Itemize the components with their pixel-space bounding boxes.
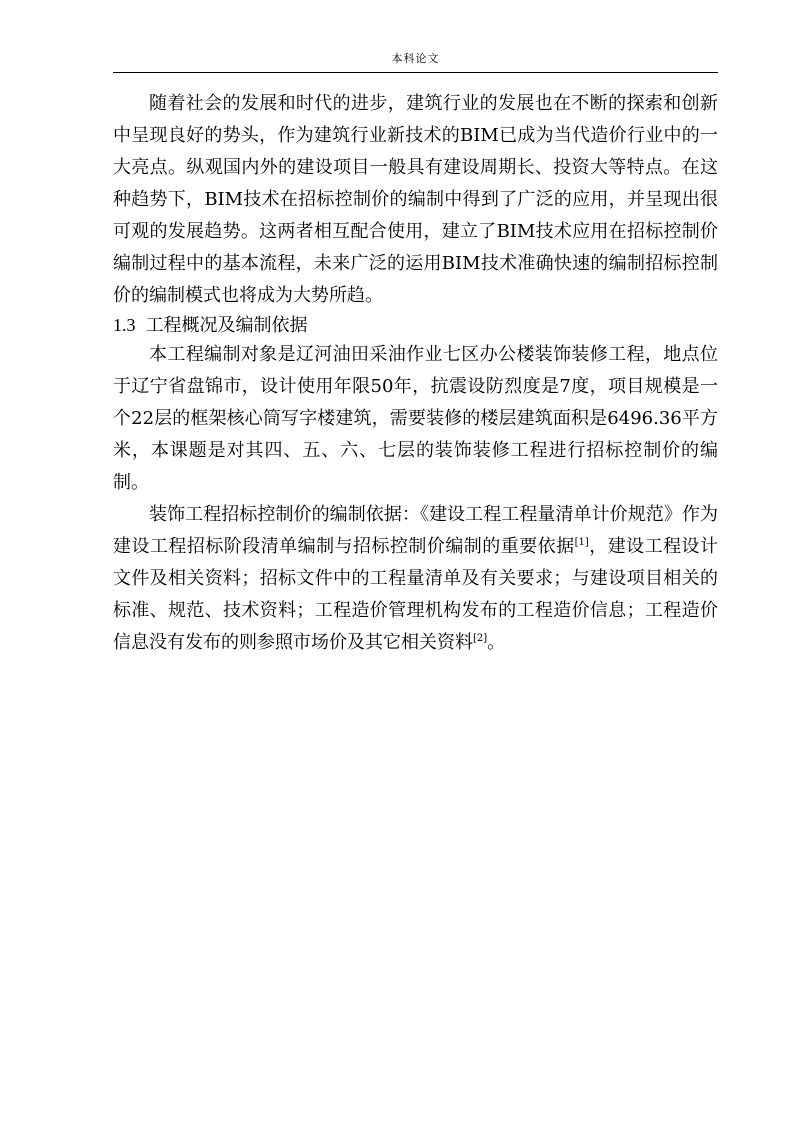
header-rule [113, 72, 718, 73]
paragraph-project-overview: 本工程编制对象是辽河油田采油作业七区办公楼装饰装修工程，地点位于辽宁省盘锦市，设计使用年限50年，抗震设防烈度是7度，项目规模是一个22层的框架核心筒写字楼建筑，需要装修的楼层建筑面积是6496.36平方米，本课题是对其四、五、六、七层的装饰装修工程进行招标控制价的编制。 [113, 344, 718, 493]
paragraph-compilation-basis [113, 499, 718, 659]
basis-text-part3: 。 [487, 632, 506, 653]
citation-ref-2[interactable]: [2] [473, 633, 488, 644]
citation-ref-1[interactable]: [1] [574, 537, 589, 548]
section-number: 1.3 [113, 315, 136, 335]
basis-text-part1: 装饰工程招标控制价的编制依据：《建设工程工程量清单计价规范》作为建设工程招标阶段清单编制与招标控制价编制的重要依据 [113, 504, 718, 557]
running-header: 本科论文 [391, 52, 440, 65]
section-heading [113, 312, 718, 339]
paragraph-bim-trend: 随着社会的发展和时代的进步，建筑行业的发展也在不断的探索和创新中呈现良好的势头，作为建筑行业新技术的BIM已成为当代造价行业中的一大亮点。纵观国内外的建设项目一般具有建设周期长、投资大等特点。在这种趋势下，BIM技术在招标控制价的编制中得到了广泛的应用，并呈现出很可观的发展趋势。这两者相互配合使用，建立了BIM技术应用在招标控制价编制过程中的基本流程，未来广泛的运用BIM技术准确快速的编制招标控制价的编制模式也将成为大势所趋。 [113, 93, 718, 306]
section-title: 工程概况及编制依据 [145, 315, 308, 336]
basis-text-part2: ，建设工程设计文件及相关资料；招标文件中的工程量清单及有关要求；与建设项目相关的标准、规范、技术资料；工程造价管理机构发布的工程造价信息；工程造价信息没有发布的则参照市场价及其它相关资料 [113, 536, 719, 653]
body-text [113, 88, 718, 659]
